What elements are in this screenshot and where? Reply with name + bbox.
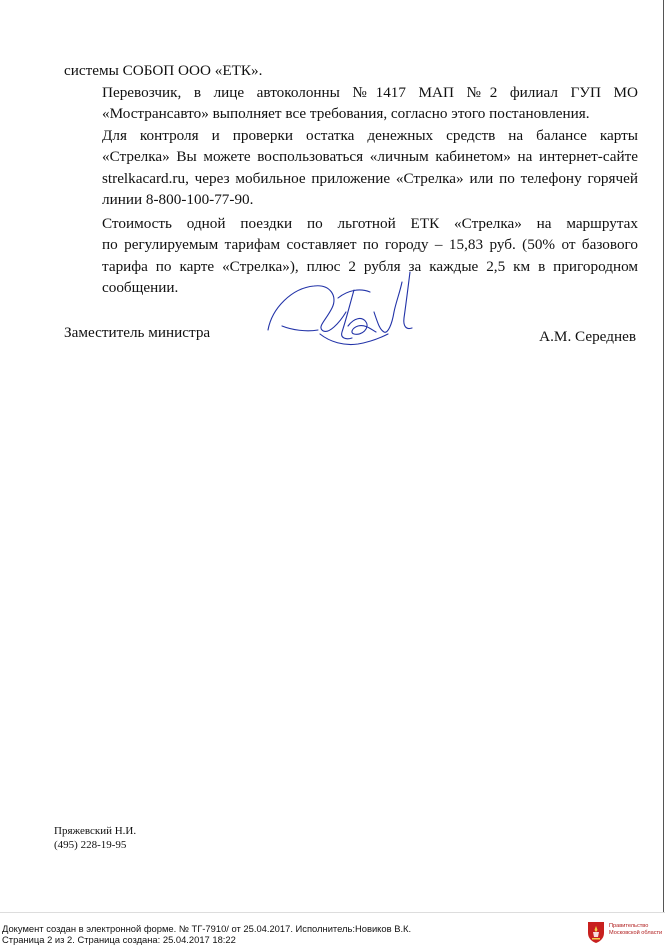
signature-block bbox=[64, 324, 638, 348]
paragraph-line: Стоимость одной поездки по льготной ЕТК «Стрелка» на маршрутах bbox=[102, 214, 638, 232]
coat-of-arms-icon bbox=[586, 920, 606, 944]
signatory-name: А.М. Середнев bbox=[539, 328, 636, 345]
logo-line-1: Правительство bbox=[609, 923, 649, 929]
paragraph-2 bbox=[64, 82, 638, 125]
logo-line-2: Московской области bbox=[609, 930, 663, 936]
footer bbox=[2, 923, 562, 945]
footer-divider bbox=[0, 912, 665, 913]
paragraph-3 bbox=[64, 125, 638, 211]
paragraph-line: линии 8-800-100-77-90. bbox=[102, 191, 254, 208]
footer-page-info: Страница 2 из 2. Страница создана: 25.04.2017 18:22 bbox=[2, 934, 236, 945]
paragraph-line: «Стрелка» Вы можете воспользоваться «личным кабинетом» на интернет-сайте bbox=[102, 148, 638, 165]
executor-name: Пряжевский Н.И. bbox=[54, 825, 137, 837]
footer-document-info: Документ создан в электронной форме. № ТГ-7910/ от 25.04.2017. Исполнитель:Новиков В.К. bbox=[2, 923, 412, 934]
letter-body bbox=[64, 60, 638, 299]
paragraph-line: тарифа по карте «Стрелка»), плюс 2 рубля за каждые 2,5 км в пригородном bbox=[102, 257, 638, 275]
paragraph-line: по регулируемым тарифам составляет по городу – 15,83 руб. (50% от базового bbox=[102, 236, 638, 253]
paragraph-line: strelkacard.ru, через мобильное приложение «Стрелка» или по телефону горячей bbox=[102, 169, 638, 187]
government-logo-text bbox=[609, 923, 662, 937]
executor-block bbox=[54, 824, 136, 852]
government-logo bbox=[586, 920, 664, 946]
paragraph-line: Для контроля и проверки остатка денежных средств на балансе карты bbox=[102, 126, 638, 144]
signatory-title: Заместитель министра bbox=[64, 324, 211, 341]
page-edge bbox=[663, 0, 664, 912]
paragraph-line: «Мострансавто» выполняет все требования, согласно этого постановления. bbox=[102, 105, 590, 122]
paragraph-line: Перевозчик, в лице автоколонны №1417 МАП №2 филиал ГУП МО bbox=[102, 83, 638, 101]
paragraph-line: системы СОБОП ООО «ЕТК». bbox=[64, 62, 263, 79]
executor-phone: (495) 228-19-95 bbox=[54, 839, 127, 851]
paragraph-1 bbox=[64, 60, 638, 82]
paragraph-line: сообщении. bbox=[102, 279, 179, 296]
